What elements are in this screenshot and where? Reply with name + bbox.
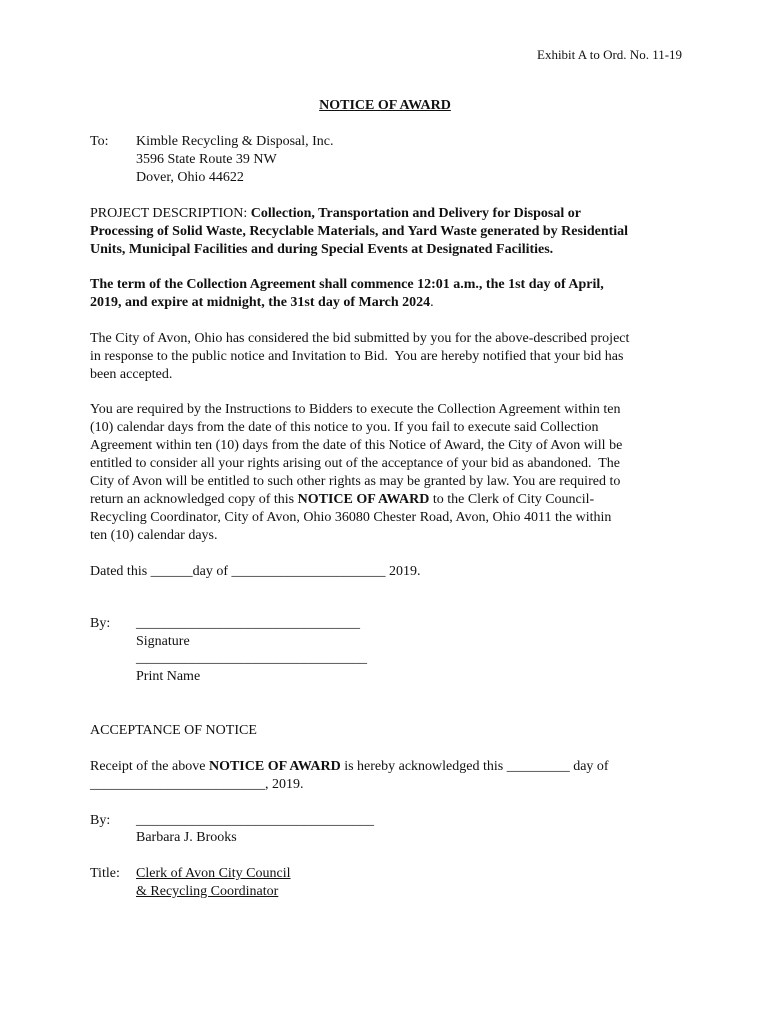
term-period: . [430, 295, 434, 310]
acceptance-heading: ACCEPTANCE OF NOTICE [90, 723, 257, 738]
project-description-line-2: Processing of Solid Waste, Recyclable Materials, and Yard Waste generated by Residential [90, 224, 629, 239]
exhibit-reference: Exhibit A to Ord. No. 11-19 [537, 47, 683, 62]
project-description-line-3: Units, Municipal Facilities and during Special Events at Designated Facilities. [90, 242, 554, 257]
term-line-1: The term of the Collection Agreement shall commence 12:01 a.m., the 1st day of April, [90, 277, 604, 292]
project-description-text: Collection, Transportation and Delivery for Disposal or [250, 206, 581, 221]
para1-line-3: been accepted. [90, 367, 173, 382]
receipt-pre: Receipt of the above [90, 759, 209, 774]
signature-label: Signature [136, 634, 190, 649]
recipient-name: Kimble Recycling & Disposal, Inc. [136, 134, 334, 149]
signer-title-line-2: & Recycling Coordinator [136, 884, 279, 899]
para2-line-8: ten (10) calendar days. [90, 528, 218, 543]
page-title: NOTICE OF AWARD [319, 98, 451, 113]
print-name-line: _________________________________ [136, 651, 367, 666]
para2-notice-bold: NOTICE OF AWARD [297, 492, 430, 507]
para2-line-6-pre: return an acknowledged copy of this [90, 492, 298, 507]
receipt-post: is hereby acknowledged this _________ day of [340, 759, 609, 774]
para2-line-4: entitled to consider all your rights arising out of the acceptance of your bid as abandoned. The [90, 456, 621, 471]
receipt-line-1 [90, 758, 609, 776]
receipt-notice-bold: NOTICE OF AWARD [208, 759, 341, 774]
term-line-2-text: 2019, and expire at midnight, the 31st day of March 2024 [90, 295, 431, 310]
acceptance-by-label: By: [90, 813, 111, 828]
project-description-line-1 [90, 205, 581, 223]
title-label: Title: [90, 866, 120, 881]
signature-line: ________________________________ [136, 616, 360, 631]
by-label: By: [90, 616, 111, 631]
para2-line-7: Recycling Coordinator, City of Avon, Ohio 36080 Chester Road, Avon, Ohio 4011 the within [90, 510, 612, 525]
para2-line-5: City of Avon will be entitled to such other rights as may be granted by law. You are required to [90, 474, 621, 489]
receipt-line-2: _________________________, 2019. [90, 777, 304, 792]
term-line-2 [90, 294, 434, 312]
signer-name: Barbara J. Brooks [136, 830, 237, 845]
para2-line-6-post: to the Clerk of City Council- [429, 492, 595, 507]
recipient-street: 3596 State Route 39 NW [136, 152, 277, 167]
project-description-label: PROJECT DESCRIPTION: [90, 206, 251, 221]
para2-line-2: (10) calendar days from the date of this notice to you. If you fail to execute said Collection [90, 420, 599, 435]
para1-line-2: in response to the public notice and Invitation to Bid. You are hereby notified that your bid has [90, 349, 624, 364]
to-label: To: [90, 134, 109, 149]
dated-line: Dated this ______day of ______________________ 2019. [90, 564, 421, 579]
para2-line-1: You are required by the Instructions to Bidders to execute the Collection Agreement within ten [90, 402, 621, 417]
para1-line-1: The City of Avon, Ohio has considered the bid submitted by you for the above-described project [90, 331, 630, 346]
para2-line-3: Agreement within ten (10) days from the date of this Notice of Award, the City of Avon will be [90, 438, 623, 453]
recipient-city: Dover, Ohio 44622 [136, 170, 244, 185]
acceptance-signature-line: __________________________________ [136, 813, 374, 828]
signer-title-line-1: Clerk of Avon City Council [136, 866, 291, 881]
print-name-label: Print Name [136, 669, 201, 684]
para2-line-6 [90, 491, 594, 509]
